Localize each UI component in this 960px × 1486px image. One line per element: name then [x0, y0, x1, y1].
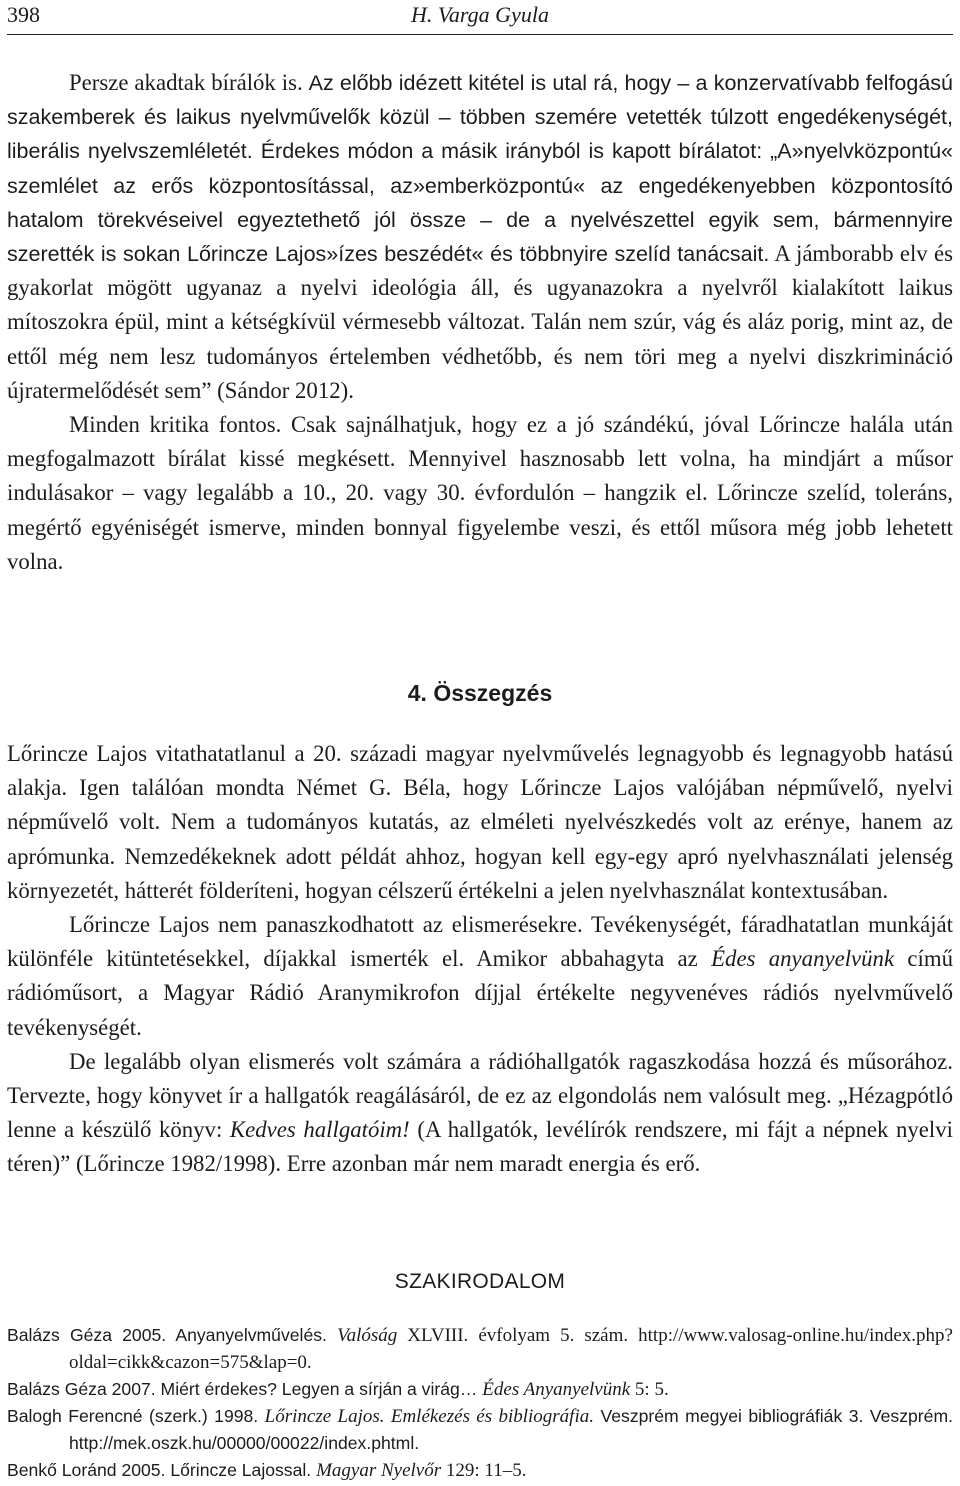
body-text — [7, 66, 953, 579]
summary-paragraph-1: Lőrincze Lajos vitathatatlanul a 20. századi magyar nyelvművelés legnagyobb és legnagyobb hatású alakja. Igen találóan mondta Német G. Béla, hogy Lőrincze Lajos valójában népművelő, nyelvi népművelő volt. Nem a tudományos kutatás, az elméleti nyelvészkedés volt az erénye, hanem az aprómunka. Nemzedékeknek adott példát ahhoz, hogyan kell egy-egy apró nyelvhasználati jelenség környezetét, hátterét földeríteni, hogyan célszerű értékelni a jelen nyelvhasználat kontextusában. — [7, 741, 953, 903]
paragraph-1-lead: Persze akadtak bírálók is. — [69, 70, 309, 95]
program-title: Édes anyanyelvünk — [711, 946, 895, 972]
reference-item: Balázs Géza 2007. Miért érdekes? Legyen a sírján a virág… Édes Anyanyelvünk 5: 5. — [7, 1379, 669, 1400]
page-header — [7, 0, 953, 35]
references-heading: SZAKIRODALOM — [394, 1270, 566, 1293]
running-head: H. Varga Gyula — [411, 2, 549, 27]
paragraph-1-rest: A jámborabb elv és gyakorlat mögött ugyanaz a nyelvi ideológia áll, és ugyanazokra a nyelvről kialakított laikus mítoszokra épül, mint a kétségkívül vérmesebb változat. Talán nem szúr, vág és aláz porig, mint az, de ettől még nem lesz tudományos értelemben védhetőbb, és nem töri meg a nyelvi diszkrimináció újratermelődését sem” (Sándor 2012). — [7, 241, 954, 403]
paragraph-1 — [7, 66, 953, 408]
reference-list — [7, 1322, 953, 1484]
page-number: 398 — [7, 2, 40, 27]
paragraph-1-quote-intro: Az előbb idézett kitétel is utal rá, hogy – a konzervatívabb felfogású szakemberek és laikus nyelvművelők közül – többen szemére vetették túlzott engedékenységét, liberális nyelvszemléletét. Érdekes módon a másik irányból is kapott bírálatot: „A»nyelvközpontú« szemlélet az erős központosítással, az»emberközpontú« az engedékenyebben központosító hatalom törekvéseivel egyeztethető jól össze – de a nyelvészettel egyik sem, bármennyire szerették is sokan Lőrincze Lajos»ízes beszédét« és többnyire szelíd tanácsait. — [7, 71, 953, 267]
summary-paragraph-2: Lőrincze Lajos nem panaszkodhatott az elismerésekre. Tevékenységét, fáradhatatlan munkáját különféle kitüntetésekkel, díjakkal ismerték el. Amikor abbahagyta az Édes anyanyelvünk című rádióműsort, a Magyar Rádió Aranymikrofon díjjal értékelte negyvenéves rádiós nyelvművelő tevékenységét. — [7, 912, 953, 1040]
summary-text — [7, 737, 953, 1182]
reference-item: Balogh Ferencné (szerk.) 1998. Lőrincze Lajos. Emlékezés és bibliográfia. Veszprém megyei bibliográfiák 3. Veszprém. http://mek.oszk.hu/00000/00022/index.phtml. — [7, 1406, 953, 1453]
book-title: Kedves hallgatóim! — [229, 1117, 410, 1143]
reference-item: Benkő Loránd 2005. Lőrincze Lajossal. Magyar Nyelvőr 129: 11–5. — [7, 1460, 527, 1481]
section-heading: 4. Összegzés — [407, 680, 553, 706]
header-rule — [7, 34, 953, 35]
reference-item: Balázs Géza 2005. Anyanyelvművelés. Valóság XLVIII. évfolyam 5. szám. http://www.valosag-online.hu/index.php?oldal=cikk&cazon=575&lap=0. — [7, 1325, 953, 1373]
paragraph-2: Minden kritika fontos. Csak sajnálhatjuk, hogy ez a jó szándékú, jóval Lőrincze halála után megfogalmazott bírálat kissé megkésett. Mennyivel hasznosabb lett volna, ha mindjárt a műsor indulásakor – vagy legalább a 10., 20. vagy 30. évfordulón – hangzik el. Lőrincze szelíd, toleráns, megértő egyéniségét ismerve, minden bonnyal figyelembe veszi, és ettől műsora még jobb lehetett volna. — [7, 412, 953, 574]
summary-paragraph-3: De legalább olyan elismerés volt számára a rádióhallgatók ragaszkodása hozzá és műsorához. Tervezte, hogy könyvet ír a hallgatók reagálásáról, de ez az elgondolás nem valósult meg. „Hézagpótló lenne a készülő könyv: Kedves hallgatóim! (A hallgatók, levélírók rendszere, mi fájt a népnek nyelvi téren)” (Lőrincze 1982/1998). Erre azonban már nem maradt energia és erő. — [7, 1048, 953, 1177]
